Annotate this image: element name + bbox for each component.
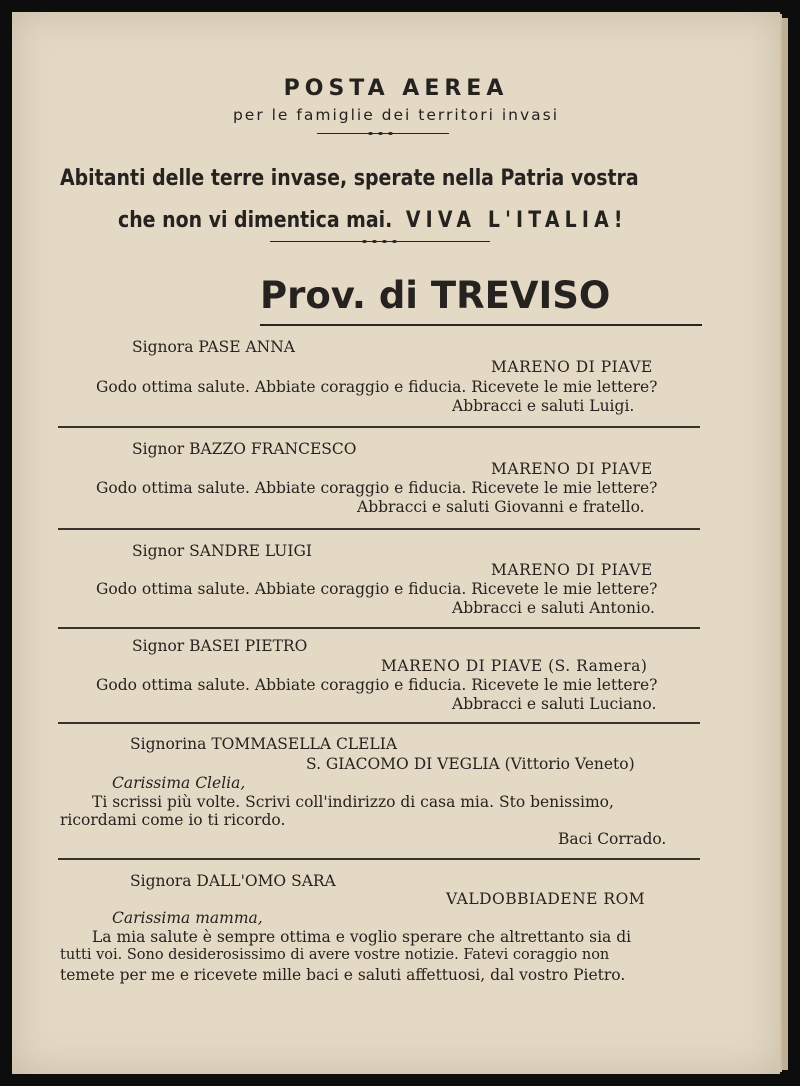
message-text: Ti scrissi più volte. Scrivi coll'indirizzo di casa mia. Sto benissimo, (92, 793, 614, 811)
place-name: VALDOBBIADENE ROM (446, 890, 646, 908)
divider (58, 627, 700, 629)
viva-italia: VIVA L'ITALIA! (405, 208, 628, 233)
message-text: temete per me e ricevete mille baci e saluti affettuosi, dal vostro Pietro. (60, 966, 626, 984)
document-page (12, 12, 780, 1074)
salutation: Carissima Clelia, (112, 774, 246, 792)
closing-text: Abbracci e saluti Luigi. (452, 397, 635, 415)
place-name: S. GIACOMO DI VEGLIA (Vittorio Veneto) (306, 755, 635, 773)
recipient-name: Signora PASE ANNA (132, 338, 295, 356)
page-edge (782, 18, 788, 1070)
divider (58, 858, 700, 860)
slogan-line-2 (118, 208, 628, 233)
header-title: POSTA AEREA (283, 76, 509, 101)
closing-text: Baci Corrado. (558, 830, 667, 848)
recipient-name: Signorina TOMMASELLA CLELIA (130, 735, 398, 753)
closing-text: Abbracci e saluti Antonio. (452, 599, 655, 617)
recipient-name: Signora DALL'OMO SARA (130, 872, 336, 890)
header-subtitle: per le famiglie dei territori invasi (232, 106, 560, 124)
place-name: MARENO DI PIAVE (491, 460, 653, 478)
place-name: MARENO DI PIAVE (491, 561, 653, 579)
salutation: Carissima mamma, (112, 909, 263, 927)
message-text: Godo ottima salute. Abbiate coraggio e fiducia. Ricevete le mie lettere? (96, 479, 658, 497)
recipient-name: Signor BASEI PIETRO (132, 637, 308, 655)
message-text: La mia salute è sempre ottima e voglio sperare che altrettanto sia di (92, 928, 632, 946)
divider (58, 528, 700, 530)
province-underline (260, 324, 702, 326)
closing-text: Abbracci e saluti Giovanni e fratello. (357, 498, 645, 516)
slogan-line-1: Abitanti delle terre invase, sperate nella Patria vostra (60, 166, 639, 191)
message-text: ricordami come io ti ricordo. (60, 811, 286, 829)
message-text: tutti voi. Sono desiderosissimo di avere vostre notizie. Fatevi coraggio non (60, 947, 610, 963)
recipient-name: Signor BAZZO FRANCESCO (132, 440, 357, 458)
place-name: MARENO DI PIAVE (491, 358, 653, 376)
recipient-name: Signor SANDRE LUIGI (132, 542, 312, 560)
slogan-text: che non vi dimentica mai. (118, 208, 393, 233)
message-text: Godo ottima salute. Abbiate coraggio e fiducia. Ricevete le mie lettere? (96, 676, 658, 694)
divider (58, 722, 700, 724)
message-text: Godo ottima salute. Abbiate coraggio e fiducia. Ricevete le mie lettere? (96, 378, 658, 396)
closing-text: Abbracci e saluti Luciano. (452, 695, 657, 713)
place-name: MARENO DI PIAVE (S. Ramera) (381, 657, 648, 675)
province-heading: Prov. di TREVISO (260, 274, 611, 317)
divider (58, 426, 700, 428)
message-text: Godo ottima salute. Abbiate coraggio e fiducia. Ricevete le mie lettere? (96, 580, 658, 598)
